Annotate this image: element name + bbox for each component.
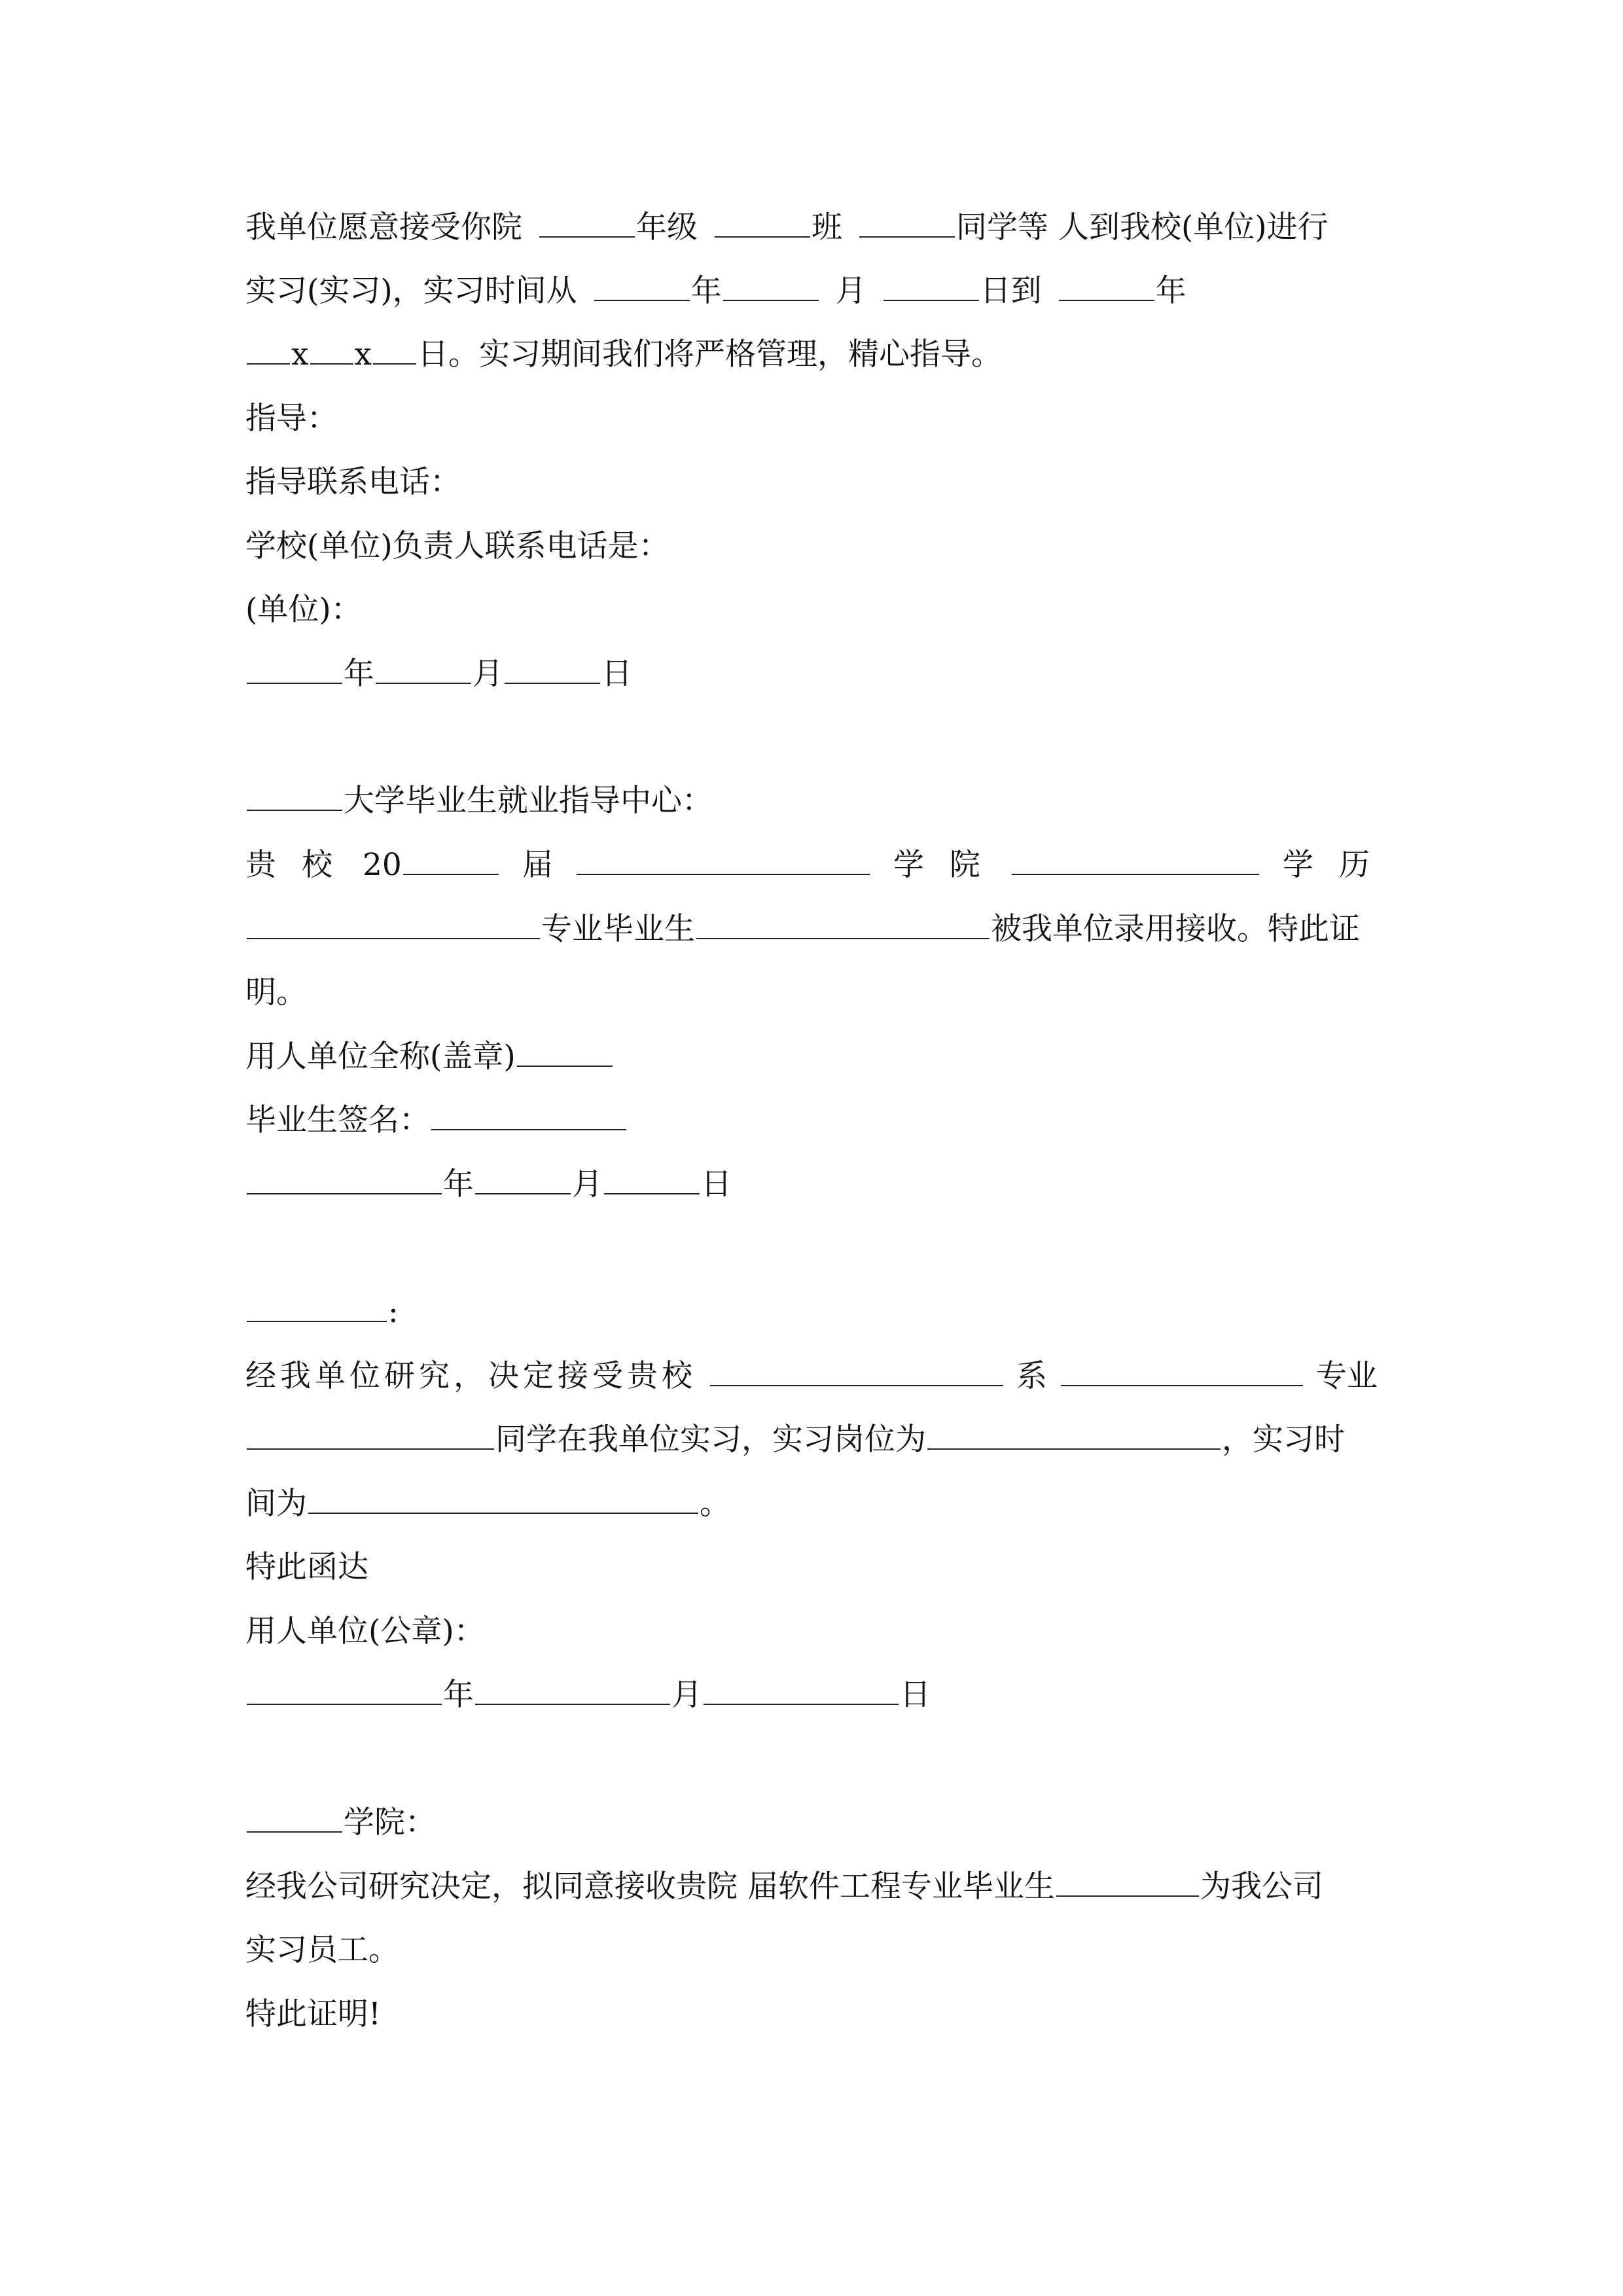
letter2-line3: 明。 — [245, 975, 307, 1011]
letter4-line2: 实习员工。 — [245, 1932, 399, 1968]
university-blank — [247, 783, 342, 811]
letter2-line1 — [245, 833, 1378, 898]
closing-label: 特此函达 — [245, 1549, 368, 1585]
employer-label: 用人单位全称(盖章) — [245, 1024, 1378, 1090]
graduate-name-blank — [696, 912, 990, 939]
major-blank — [247, 912, 540, 939]
month-blank — [376, 656, 471, 684]
end-month-blank — [247, 337, 290, 365]
text: 我单位愿意接受你院 — [245, 209, 522, 245]
duration-blank — [308, 1486, 698, 1514]
signature-label: 毕业生签名： — [245, 1088, 1378, 1153]
text: 年 — [690, 273, 722, 309]
text: 实习(实习)，实习时间从 — [245, 273, 577, 309]
text: 年 — [1155, 273, 1186, 309]
text: 班 — [812, 209, 842, 245]
letter3-line1 — [245, 1344, 1378, 1409]
text: 专业 — [1316, 1358, 1378, 1394]
letter2-heading: 大学毕业生就业指导中心： — [245, 768, 1378, 834]
position-blank — [927, 1422, 1221, 1450]
letter4-line1: 经我公司研究决定，拟同意接收贵院 届软件工程专业毕业生 为我公司 — [245, 1869, 1323, 1905]
recipient-blank — [247, 1295, 387, 1322]
education-blank — [1012, 848, 1259, 875]
letter1-line1 — [245, 195, 1378, 260]
letter3-line2: 同学在我单位实习，实习岗位为 ，实习时 — [245, 1407, 1378, 1473]
major-blank — [1061, 1359, 1303, 1386]
year-blank — [247, 656, 342, 684]
start-year-blank — [594, 274, 690, 301]
letter3-date: 年 月 日 — [245, 1662, 1378, 1728]
year-blank — [247, 1677, 442, 1705]
letter1-line2 — [245, 259, 1378, 324]
student-blank — [247, 1422, 494, 1450]
text: 贵 校 — [245, 847, 340, 883]
guide-phone-label: 指导联系电话： — [245, 464, 461, 500]
letter1-line3 — [245, 322, 1378, 387]
letter3-line3: 间为 。 — [245, 1486, 730, 1522]
class-blank — [715, 210, 810, 238]
text: x — [354, 336, 372, 372]
end-day-blank-b — [373, 337, 416, 365]
text: x — [291, 336, 309, 372]
seal-label: 用人单位(公章)： — [245, 1613, 485, 1649]
letter2-line2: 专业毕业生 被我单位录用接收。特此证 — [245, 897, 1378, 962]
text: 同学等 人到我校(单位)进行 — [956, 209, 1329, 245]
text: 届 — [522, 847, 553, 883]
year-blank — [247, 1167, 442, 1194]
start-day-blank — [883, 274, 979, 301]
text: 学 历 — [1283, 847, 1378, 883]
student-blank — [859, 210, 955, 238]
text: 月 — [835, 273, 866, 309]
grade-blank — [539, 210, 635, 238]
unit-label: (单位)： — [245, 592, 362, 628]
college-blank — [577, 848, 870, 875]
month-blank — [475, 1677, 670, 1705]
department-blank — [710, 1359, 1003, 1386]
text: 经我单位研究，决定接受贵校 — [245, 1358, 696, 1394]
day-blank — [604, 1167, 700, 1194]
signature-blank — [431, 1103, 626, 1130]
employer-blank — [517, 1039, 613, 1067]
letter4-closing: 特此证明! — [245, 1996, 381, 2032]
session-blank — [403, 848, 499, 875]
month-blank — [475, 1167, 571, 1194]
text: 20 — [363, 833, 500, 898]
head-phone-label: 学校(单位)负责人联系电话是： — [245, 528, 669, 564]
text: 学 院 — [893, 847, 988, 883]
text: 日到 — [980, 273, 1042, 309]
letter4-heading: 学院： — [245, 1790, 1378, 1856]
end-day-blank-a — [310, 337, 353, 365]
end-year-blank — [1059, 274, 1154, 301]
college-blank — [247, 1805, 342, 1833]
letter1-date: 年 月 日 — [245, 641, 1378, 707]
graduate-name-blank — [1056, 1869, 1199, 1897]
start-month-blank — [723, 274, 819, 301]
day-blank — [704, 1677, 899, 1705]
text: 日。实习期间我们将严格管理，精心指导。 — [418, 336, 1003, 372]
text: 系 — [1016, 1358, 1047, 1394]
day-blank — [505, 656, 600, 684]
letter2-date: 年 月 日 — [245, 1152, 1378, 1217]
guide-label: 指导： — [245, 401, 338, 437]
letter3-heading: : — [245, 1280, 1378, 1345]
text: 年级 — [636, 209, 698, 245]
